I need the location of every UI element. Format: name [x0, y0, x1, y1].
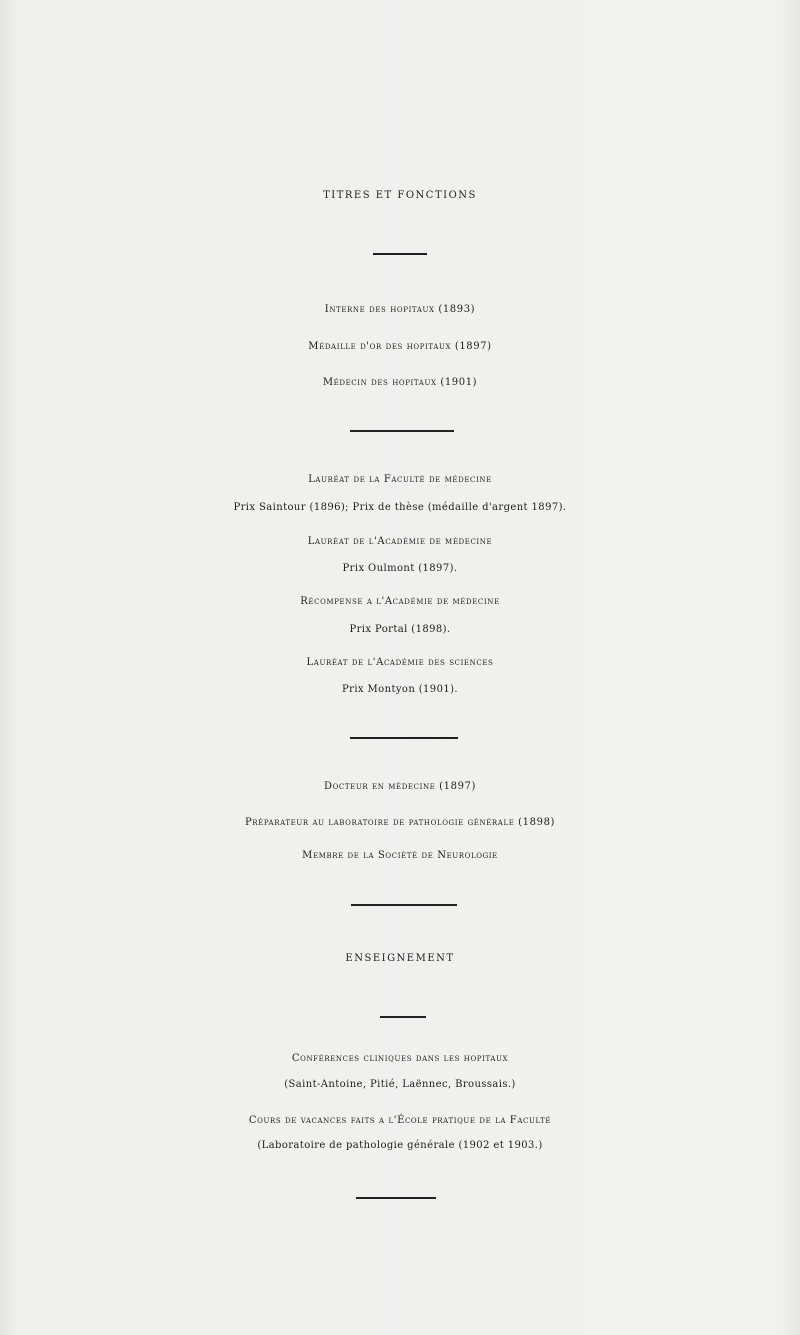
divider: [350, 737, 458, 739]
title-line: Préparateur au laboratoire de pathologie générale (1898): [244, 817, 556, 828]
title-line: Médecin des hopitaux (1901): [322, 377, 478, 388]
award-heading: Lauréat de l'Académie des sciences: [306, 657, 494, 668]
title-line: Interne des hopitaux (1893): [324, 304, 476, 315]
section-title-enseignement: ENSEIGNEMENT: [345, 953, 455, 964]
award-detail: Prix Montyon (1901).: [342, 684, 458, 695]
award-detail: Prix Oulmont (1897).: [342, 563, 458, 574]
title-line: Docteur en médecine (1897): [323, 781, 477, 792]
title-line: Membre de la Société de Neurologie: [302, 850, 498, 861]
teaching-line: Cours de vacances faits a l'École pratique de la Faculté: [248, 1115, 552, 1126]
divider: [380, 1016, 426, 1018]
divider: [351, 904, 457, 906]
divider: [356, 1197, 436, 1199]
teaching-detail: (Laboratoire de pathologie générale (1902 et 1903.): [257, 1140, 543, 1151]
teaching-detail: (Saint-Antoine, Pitié, Laënnec, Broussais.): [284, 1079, 516, 1090]
award-heading: Lauréat de la Faculté de médecine: [308, 474, 492, 485]
award-heading: Lauréat de l'Académie de médecine: [307, 536, 493, 547]
award-heading: Récompense a l'Académie de médecine: [300, 596, 500, 607]
section-title-titres: TITRES ET FONCTIONS: [323, 190, 477, 201]
teaching-line: Conférences cliniques dans les hopitaux: [291, 1053, 509, 1064]
divider: [373, 253, 427, 255]
award-detail: Prix Portal (1898).: [349, 624, 451, 635]
divider: [350, 430, 454, 432]
title-line: Médaille d'or des hopitaux (1897): [308, 341, 492, 352]
award-detail: Prix Saintour (1896); Prix de thèse (médaille d'argent 1897).: [233, 502, 567, 513]
